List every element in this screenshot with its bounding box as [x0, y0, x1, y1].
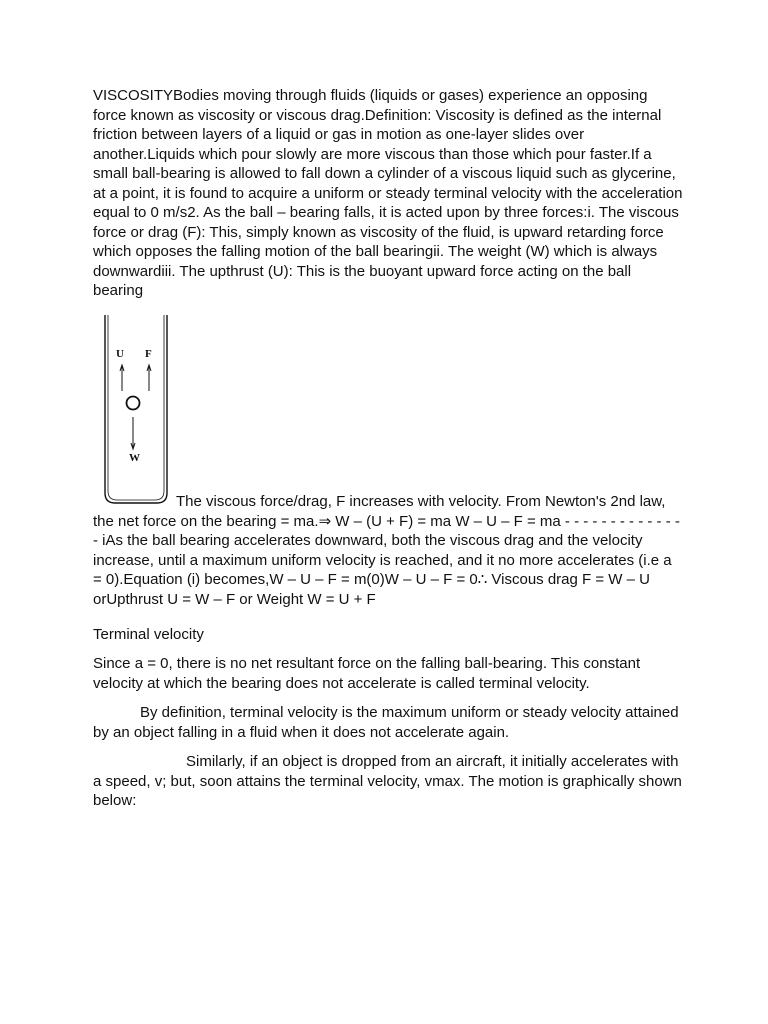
ball-bearing	[127, 397, 140, 410]
aircraft-paragraph: Similarly, if an object is dropped from an aircraft, it initially accelerates with a speed, v; but, soon attains the terminal velocity, vmax. The motion is graphically shown below:	[93, 753, 682, 809]
label-w: W	[129, 452, 140, 464]
viscosity-intro-paragraph: VISCOSITYBodies moving through fluids (liquids or gases) experience an opposing force known as viscosity or viscous drag.Definition: Viscosity is defined as the internal friction between layers of a liquid or gas in motion as one-layer slides over another.Liquids which pour slowly are more viscous than those which pour faster.If a small ball-bearing is allowed to fall down a cylinder of a viscous liquid such as glycerine, at a point, it is found to acquire a uniform or steady terminal velocity with the acceleration equal to 0 m/s2. As the ball – bearing falls, it is acted upon by three forces:i. The viscous force or drag (F): This, simply known as viscosity of the fluid, is upward retarding force which opposes the falling motion of the ball bearingii. The weight (W) which is always downwardiii. The upthrust (U): This is the buoyant upward force acting on the ball bearing	[93, 87, 683, 299]
terminal-velocity-paragraph: Since a = 0, there is no net resultant force on the falling ball-bearing. This constant velocity at which the bearing does not accelerate is called terminal velocity.	[93, 655, 641, 692]
terminal-velocity-heading: Terminal velocity	[93, 626, 204, 643]
label-u: U	[116, 348, 124, 360]
definition-paragraph: By definition, terminal velocity is the maximum uniform or steady velocity attained by an object falling in a fluid when it does not accelerate again.	[93, 704, 679, 741]
viscous-drag-text: The viscous force/drag, F increases with velocity. From Newton's 2nd law, the net force on the bearing = ma.⇒ W – (U + F) = ma W – U – F = ma - - - - - - - - - - - - - - iAs the ball bearing accelerates downward, both the viscous drag and the velocity increase, until a maximum uniform velocity is reached, and it no more accelerates (i.e a = 0).Equation (i) becomes,W – U – F = m(0)W – U – F = 0∴ Viscous drag F = W – U orUpthrust U = W – F or Weight W = U + F	[93, 493, 680, 608]
label-f: F	[145, 348, 152, 360]
falling-ball-cylinder-diagram	[96, 311, 176, 511]
viscous-drag-paragraph	[93, 492, 683, 609]
